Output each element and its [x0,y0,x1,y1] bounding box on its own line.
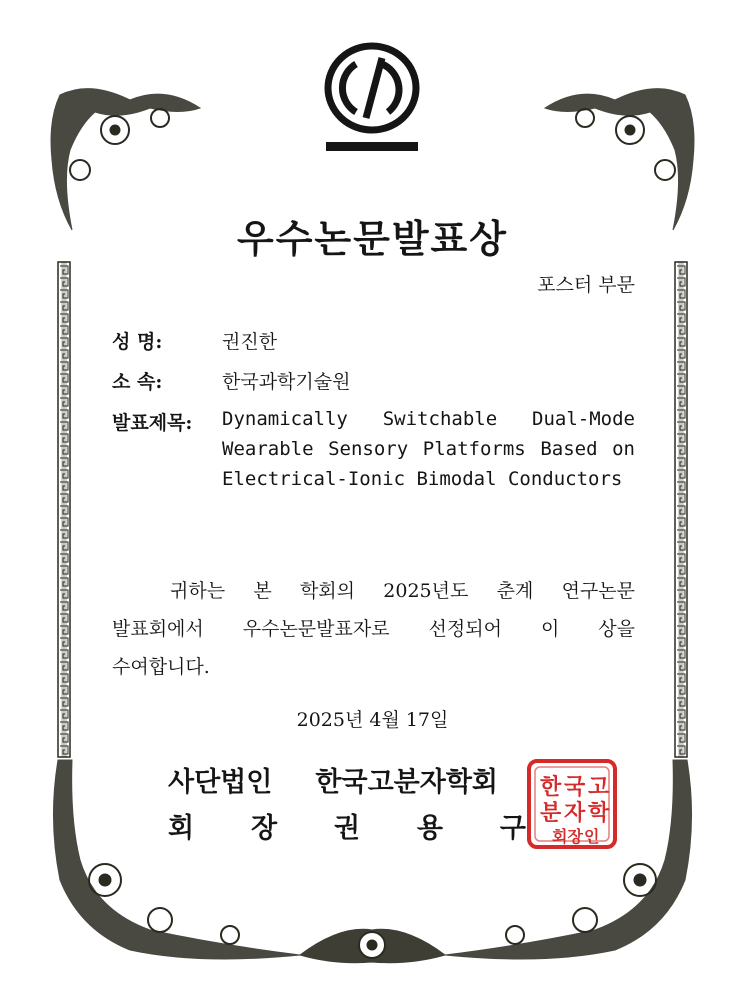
recipient-name: 권진한 [222,331,278,353]
president-name: 회 장 권 용 구 [168,813,526,844]
award-date: 2025년 4월 17일 [296,709,449,731]
citation-line: 수여합니다. [112,656,210,678]
svg-text:자: 자 [564,800,586,826]
svg-text:분: 분 [540,800,562,826]
recipient-affiliation: 한국과학기술원 [222,371,351,393]
svg-text:한: 한 [540,774,562,800]
svg-text:회장: 회장 [552,827,583,846]
certificate-title: 우수논문발표상 [237,216,508,261]
society-emblem-icon [322,42,422,156]
paper-title-label: 발표제목: [112,412,193,434]
paper-title-line: Wearable Sensory Platforms Based on [222,438,635,460]
svg-text:고: 고 [588,774,610,800]
name-label: 성 명: [112,331,163,353]
paper-title-line: Electrical-Ionic Bimodal Conductors [222,468,623,490]
official-seal-stamp [526,758,618,850]
paper-title [222,404,635,494]
svg-text:인: 인 [584,827,600,846]
svg-text:학: 학 [588,800,610,826]
citation-text [112,572,635,686]
citation-line: 귀하는 본 학회의 2025년도 춘계 연구논문 [170,580,635,602]
citation-line: 발표회에서 우수논문발표자로 선정되어 이 상을 [112,618,635,640]
issuing-organization: 사단법인 한국고분자학회 [168,767,498,798]
svg-text:국: 국 [564,774,586,800]
award-division: 포스터 부문 [537,274,635,296]
paper-title-line: Dynamically Switchable Dual-Mode [222,408,635,430]
affiliation-label: 소 속: [112,371,163,393]
